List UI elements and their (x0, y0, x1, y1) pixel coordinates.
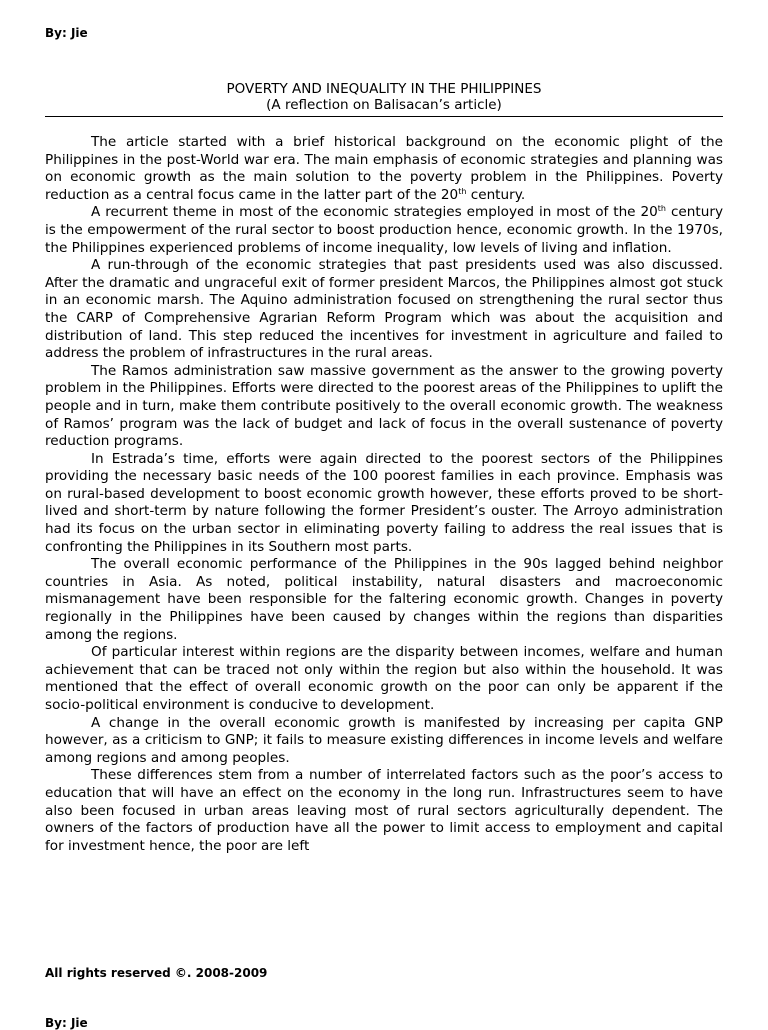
paragraph-1: The article started with a brief historical background on the economic plight of the Philippines in the post-World war era. The main emphasis of economic strategies and planning was on economic growth as the main solution to the poverty problem in the Philippines. Poverty reduction as a central focus came in the latter part of the 20th century. (45, 134, 723, 203)
paragraph-6: The overall economic performance of the Philippines in the 90s lagged behind neighbor countries in Asia. As noted, political instability, natural disasters and macroeconomic mismanagement have been responsible for the faltering economic growth. Changes in poverty regionally in the Philippines have been caused by changes within the regions than disparities among the regions. (45, 556, 723, 643)
document-title: POVERTY AND INEQUALITY IN THE PHILIPPINES (226, 81, 542, 97)
paragraph-5: In Estrada’s time, efforts were again directed to the poorest sectors of the Philippines providing the necessary basic needs of the 100 poorest families in each province. Emphasis was on rural-based development to boost economic growth however, these efforts proved to be short-lived and short-term by nature following the former President’s ouster. The Arroyo administration had its focus on the urban sector in eliminating poverty failing to address the real issues that is confronting the Philippines in its Southern most parts. (45, 450, 723, 555)
paragraph-2: A recurrent theme in most of the economic strategies employed in most of the 20th century is the empowerment of the rural sector to boost production hence, economic growth. In the 1970s, the Philippines experienced problems of income inequality, low levels of living and inflation. (45, 204, 723, 256)
paragraph-3: A run-through of the economic strategies that past presidents used was also discussed. After the dramatic and ungraceful exit of former president Marcos, the Philippines almost got stuck in an economic marsh. The Aquino administration focused on strengthening the rural sector thus the CARP of Comprehensive Agrarian Reform Program which was about the acquisition and distribution of land. This step reduced the incentives for investment in agriculture and failed to address the problem of infrastructures in the rural areas. (45, 257, 723, 362)
paragraph-4: The Ramos administration saw massive government as the answer to the growing poverty problem in the Philippines. Efforts were directed to the poorest areas of the Philippines to uplift the people and in turn, make them contribute positively to the overall economic growth. The weakness of Ramos’ program was the lack of budget and lack of focus in the overall sustenance of poverty reduction programs. (45, 362, 723, 450)
copyright-footer: All rights reserved ©. 2008-2009 (45, 966, 268, 980)
paragraph-8: A change in the overall economic growth is manifested by increasing per capita GNP however, as a criticism to GNP; it fails to measure existing differences in income levels and welfare among regions and among peoples. (45, 714, 723, 766)
title-divider (45, 116, 723, 117)
document-subtitle: (A reflection on Balisacan’s article) (266, 97, 502, 113)
article-body (45, 134, 723, 855)
author-byline: By: Jie (45, 26, 88, 40)
next-page-byline: By: Jie (45, 1016, 88, 1030)
paragraph-7: Of particular interest within regions are the disparity between incomes, welfare and human achievement that can be traced not only within the region but also within the household. It was mentioned that the effect of overall economic growth on the poor can only be apparent if the socio-political environment is conducive to development. (45, 644, 723, 713)
paragraph-9: These differences stem from a number of interrelated factors such as the poor’s access to education that will have an effect on the economy in the long run. Infrastructures seem to have also been focused in urban areas leaving most of rural sectors agriculturally dependent. The owners of the factors of production have all the power to limit access to employment and capital for investment hence, the poor are left (45, 767, 723, 854)
